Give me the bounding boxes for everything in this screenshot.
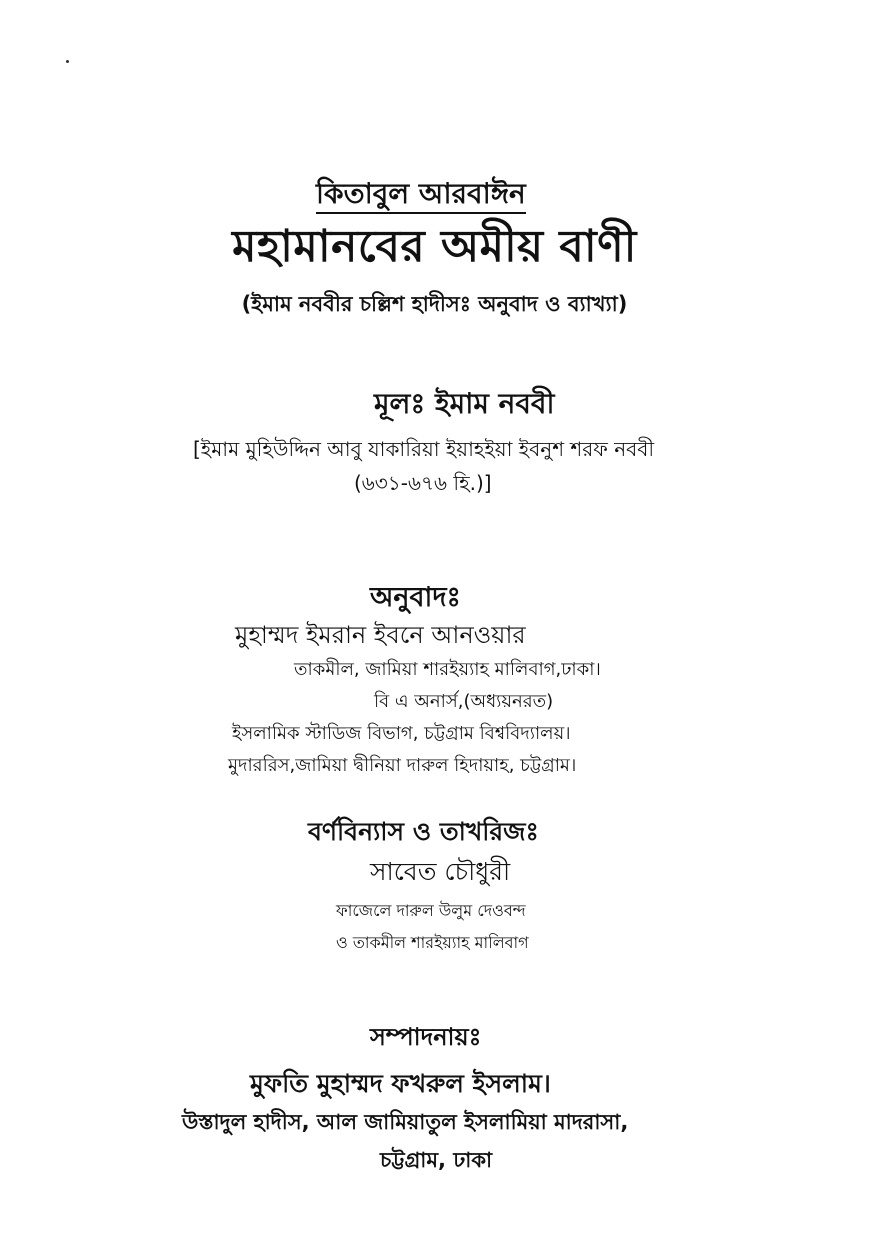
- original-author-full-name: [ইমাম মুহিউদ্দিন আবু যাকারিয়া ইয়াহইয়া ইবনুশ শরফ নববী: [193, 437, 655, 461]
- original-author-label: মূলঃ ইমাম নববী: [374, 387, 555, 420]
- editor-credential: উস্তাদুল হাদীস, আল জামিয়াতুল ইসলামিয়া মাদরাসা,: [182, 1110, 629, 1134]
- composer-credential: ও তাকমীল শারইয়্যাহ মালিবাগ: [336, 933, 529, 952]
- speck: [66, 60, 69, 63]
- translator-credential: তাকমীল, জামিয়া শারইয়্যাহ মালিবাগ,ঢাকা।: [294, 659, 601, 680]
- book-subtitle: (ইমাম নববীর চল্লিশ হাদীসঃ অনুবাদ ও ব্যাখ্যা): [241, 292, 628, 316]
- translator-credential: বি এ অনার্স,(অধ্যয়নরত): [374, 691, 554, 712]
- translator-credential: মুদাররিস,জামিয়া দ্বীনিয়া দারুল হিদায়াহ, চট্টগ্রাম।: [228, 755, 577, 776]
- composer-credential: ফাজেলে দারুল উলুম দেওবন্দ: [336, 901, 526, 920]
- series-title-text: কিতাবুল আরবাঈন: [316, 177, 526, 214]
- original-author-years: (৬৩১-৬৭৬ হি.)]: [354, 471, 492, 495]
- editor-name: মুফতি মুহাম্মদ ফখরুল ইসলাম।: [250, 1069, 551, 1098]
- composer-name: সাবেত চৌধুরী: [370, 857, 511, 886]
- translator-name: মুহাম্মদ ইমরান ইবনে আনওয়ার: [235, 621, 526, 649]
- editor-credential: চট্টগ্রাম, ঢাকা: [380, 1148, 493, 1172]
- translator-credential: ইসলামিক স্টাডিজ বিভাগ, চট্টগ্রাম বিশ্ববিদ্যালয়।: [232, 723, 571, 744]
- composition-label: বর্ণবিন্যাস ও তাখরিজঃ: [308, 817, 539, 846]
- book-title: মহামানবের অমীয় বাণী: [232, 221, 637, 272]
- editor-label: সম্পাদনায়ঃ: [370, 1023, 482, 1051]
- series-title: [316, 178, 526, 210]
- translator-label: অনুবাদঃ: [370, 582, 461, 613]
